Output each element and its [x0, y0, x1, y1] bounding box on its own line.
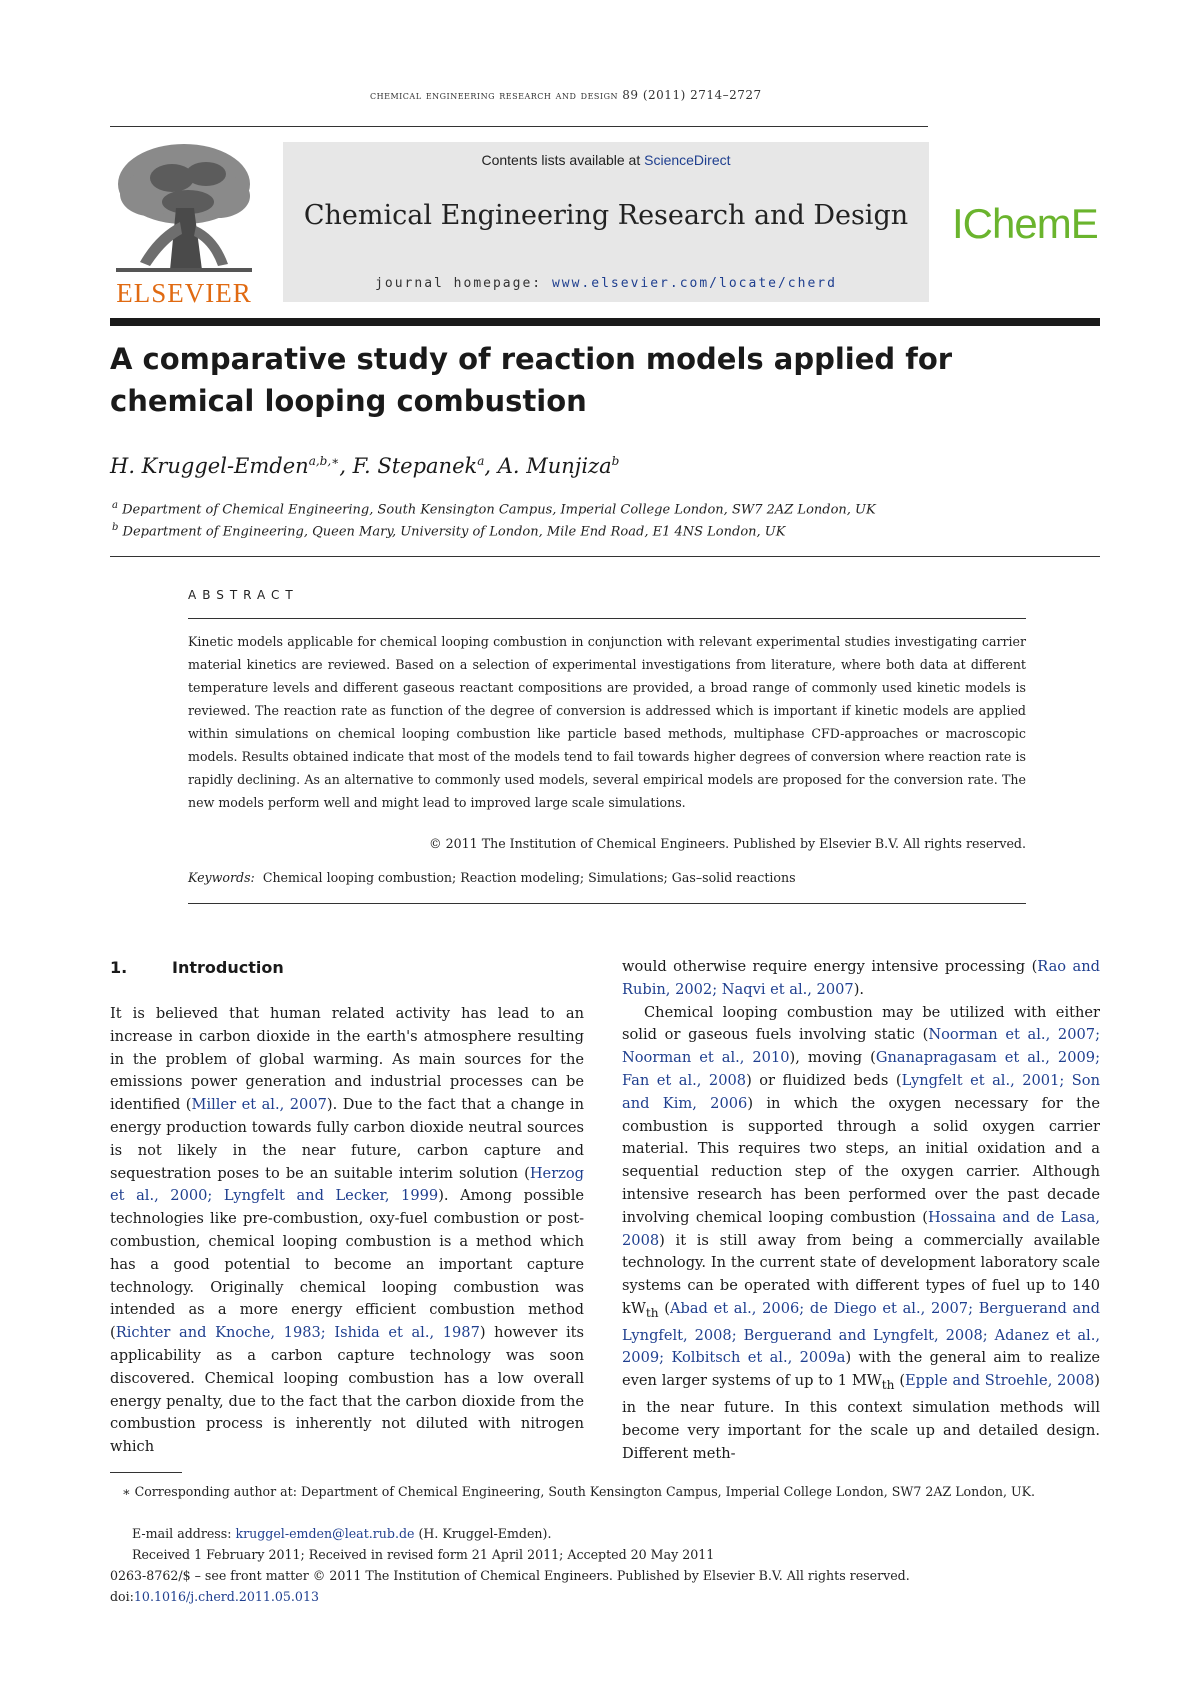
body-text: ), moving ( [789, 1049, 876, 1067]
corresponding-author-note [110, 1482, 1100, 1502]
intro-left-column [110, 1003, 584, 1459]
citation-link[interactable]: Hossaina and de Lasa, 2008 [622, 1208, 1100, 1249]
elsevier-wordmark: ELSEVIER [116, 278, 252, 308]
body-text: ) it is still away from being a commercially available technology. In the current state of development laboratory scale systems can be operated with different types of fuel up to 140 kW [622, 1231, 1100, 1317]
section-title: Introduction [172, 958, 284, 977]
body-text: ) with the general aim to realize even larger systems of up to 1 MW [622, 1349, 1100, 1390]
journal-banner [283, 142, 929, 302]
body-text: ). Due to the fact that a change in energy production towards fully carbon dioxide neutral sources is not likely in the near future, carbon capture and sequestration poses to be an suitable interim solution ( [110, 1096, 584, 1182]
email-link[interactable]: kruggel-emden@leat.rub.de [235, 1526, 415, 1541]
footnote-rule [110, 1472, 182, 1473]
intro-right-column [622, 956, 1100, 1465]
citation-link[interactable]: Abad et al., 2006; de Diego et al., 2007; Berguerand and Lyngfelt, 2008; Berguerand and Lyngfelt, 2008; Adanez et al., 2009; Kolbitsch et al., 2009a [622, 1299, 1100, 1367]
email-owner: (H. Kruggel-Emden). [414, 1526, 552, 1541]
abstract-top-rule [188, 618, 1026, 619]
citation-link[interactable]: Rao and Rubin, 2002; Naqvi et al., 2007 [622, 958, 1100, 998]
header-rule [110, 126, 928, 127]
affil-mark: a [112, 500, 118, 511]
sciencedirect-link[interactable]: ScienceDirect [644, 152, 731, 168]
body-text: It is believed that human related activity has lead to an increase in carbon dioxide in the earth's atmosphere resulting in the problem of global warming. As main sources for the emissions power generation and industrial processes can be identified ( [110, 1005, 584, 1114]
abstract-label: ABSTRACT [188, 588, 299, 602]
body-text: ) in the near future. In this context simulation methods will become very important for the scale up and detailed design. Different meth- [622, 1372, 1100, 1462]
elsevier-logo [110, 138, 258, 308]
author-affil-mark[interactable]: a,b,∗ [308, 454, 340, 468]
body-text: ). [853, 980, 865, 998]
author-affil-mark[interactable]: b [611, 454, 620, 468]
keywords-line [188, 870, 1026, 885]
affil-text: Department of Engineering, Queen Mary, University of London, Mile End Road, E1 4NS London, UK [122, 524, 786, 540]
icheme-logo: IChemE [952, 200, 1098, 247]
author-name: F. Stepanek [352, 454, 478, 478]
author-list: H. Kruggel-Emden$^{a,b,∗}$, F. Stepanek$^a$, A. Munjiza$^b$ [110, 454, 620, 478]
keywords-label: Keywords: [188, 870, 255, 885]
section-number: 1. [110, 958, 128, 977]
author-name: A. Munjiza [497, 454, 612, 478]
abstract-copyright: © 2011 The Institution of Chemical Engineers. Published by Elsevier B.V. All rights reserved. [429, 836, 1026, 851]
homepage-line [283, 276, 929, 291]
affiliation-a [112, 500, 1092, 517]
subscript: th [881, 1378, 895, 1393]
body-text: ) however its applicability as a carbon capture technology was soon discovered. Chemical looping combustion has a low overall energy penalty, due to the fact that the carbon dioxide from the combustion process is inherently not diluted with nitrogen which [110, 1324, 584, 1456]
body-text: ( [658, 1299, 670, 1317]
title-rule [110, 318, 1100, 326]
citation-link[interactable]: Richter and Knoche, 1983; Ishida et al., 1987 [115, 1324, 480, 1342]
section-heading [110, 958, 284, 977]
footnote-mark: ∗ [122, 1484, 131, 1499]
body-text: Chemical looping combustion may be utilized with either solid or gaseous fuels involving static ( [622, 1003, 1100, 1044]
journal-name: Chemical Engineering Research and Design [303, 200, 909, 231]
subscript: th [645, 1305, 659, 1320]
body-text: ( [894, 1372, 906, 1390]
contents-line [283, 152, 929, 168]
keywords-values: Chemical looping combustion; Reaction modeling; Simulations; Gas–solid reactions [262, 870, 796, 885]
running-head: chemical engineering research and design 89 (2011) 2714–2727 [370, 88, 762, 102]
article-title: A comparative study of reaction models applied for chemical looping combustion [110, 342, 953, 418]
email-label: E-mail address: [132, 1526, 236, 1541]
paragraph [622, 1002, 1100, 1466]
doi-label: doi: [110, 1589, 134, 1604]
citation-link[interactable]: Gnanapragasam et al., 2009; Fan et al., 2008 [622, 1049, 1100, 1089]
citation-link[interactable]: Herzog et al., 2000; Lyngfelt and Lecker, 1999 [110, 1164, 584, 1205]
abstract-bottom-rule [188, 903, 1026, 904]
affil-mark: b [112, 522, 119, 533]
author-affil-mark[interactable]: a [477, 454, 485, 468]
body-text: ) or fluidized beds ( [746, 1071, 902, 1089]
doi-link[interactable]: 10.1016/j.cherd.2011.05.013 [133, 1589, 319, 1604]
homepage-prefix: journal homepage: [375, 276, 552, 291]
elsevier-tree-icon [110, 138, 258, 276]
affiliation-b [112, 522, 1092, 539]
footnote-text: Corresponding author at: Department of Chemical Engineering, South Kensington Campus, Imperial College London, SW7 2AZ London, UK. [130, 1484, 1036, 1499]
author-name: H. Kruggel-Emden [110, 454, 309, 478]
body-text: ). Among possible technologies like pre-combustion, oxy-fuel combustion or post-combustion, chemical looping combustion is a method which has a good potential to become an important capture technology. Originally chemical looping combustion was intended as a more energy efficient combustion method ( [110, 1187, 585, 1342]
citation-link[interactable]: Noorman et al., 2007; Noorman et al., 2010 [622, 1026, 1100, 1067]
affil-text: Department of Chemical Engineering, South Kensington Campus, Imperial College London, SW7 2AZ London, UK [122, 502, 876, 518]
homepage-link[interactable]: www.elsevier.com/locate/cherd [551, 276, 837, 291]
citation-link[interactable]: Epple and Stroehle, 2008 [905, 1372, 1095, 1390]
citation-link[interactable]: Miller et al., 2007 [191, 1096, 327, 1114]
contents-prefix: Contents lists available at [481, 152, 645, 168]
body-text: would otherwise require energy intensive processing ( [622, 958, 1038, 975]
front-matter-note: 0263-8762/$ – see front matter © 2011 The Institution of Chemical Engineers. Published by Elsevier B.V. All rights reserved. [110, 1568, 910, 1583]
abstract-text: Kinetic models applicable for chemical looping combustion in conjunction with relevant experimental studies investigating carrier material kinetics are reviewed. Based on a selection of experimental investigations from literature, where both data at different temperature levels and different gaseous reactant compositions are provided, a broad range of commonly used kinetic models is reviewed. The reaction rate as function of the degree of conversion is addressed which is important if kinetic models are applied within simulations on chemical looping combustion like particle based methods, multiphase CFD-approaches or macroscopic models. Results obtained indicate that most of the models tend to fail towards higher degrees of conversion where reaction rate is rapidly declining. As an alternative to commonly used models, several empirical models are proposed for the conversion rate. The new models perform well and might lead to improved large scale simulations. [188, 634, 1026, 810]
doi-line [110, 1587, 1100, 1607]
body-text: ) in which the oxygen necessary for the combustion is supported through a solid oxygen carrier material. This requires two steps, an initial oxidation and a sequential reduction step of the oxygen carrier. Although intensive research has been performed over the past decade involving chemical looping combustion ( [622, 1094, 1100, 1226]
email-note [110, 1524, 1100, 1544]
affiliation-rule [110, 556, 1100, 557]
citation-link[interactable]: Lyngfelt et al., 2001; Son and Kim, 2006 [622, 1071, 1100, 1112]
received-dates: Received 1 February 2011; Received in revised form 21 April 2011; Accepted 20 May 2011 [132, 1547, 715, 1562]
